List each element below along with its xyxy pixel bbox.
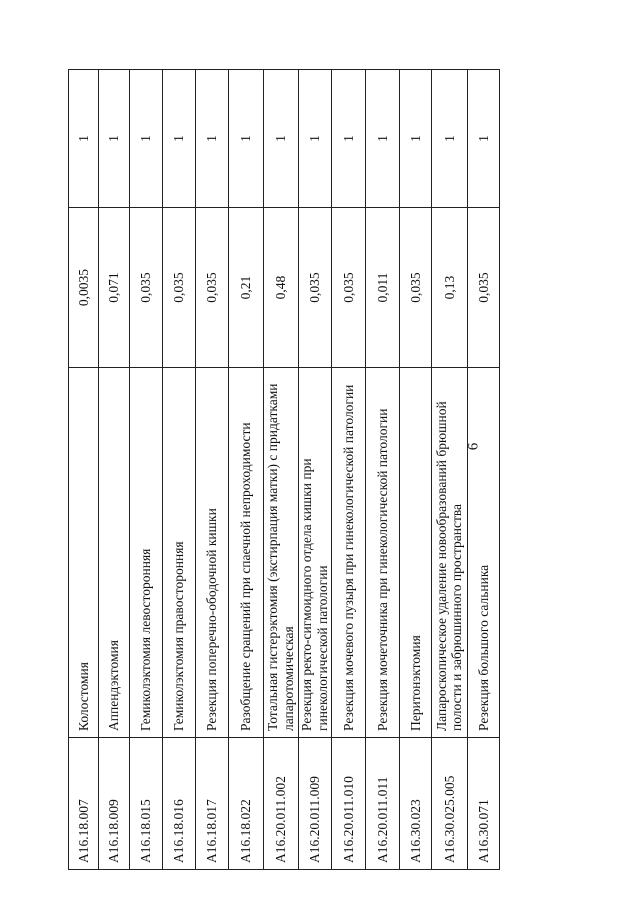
- multiplicity-cell: 1: [163, 70, 196, 208]
- multiplicity-cell: 1: [432, 70, 467, 208]
- service-name-cell: Гемиколэктомия правосторонняя: [163, 368, 196, 738]
- page-number: 6: [465, 442, 482, 451]
- service-name-cell: Лапароскопическое удаление новообразований брюшной полости и забрюшинного пространства: [432, 368, 467, 738]
- table-row: [163, 70, 196, 870]
- service-name-cell: Резекция мочеточника при гинекологической патологии: [366, 368, 399, 738]
- frequency-coefficient-cell: 0,035: [163, 208, 196, 368]
- service-name-cell: Резекция большого сальника: [467, 368, 499, 738]
- service-name-cell: Тотальная гистерэктомия (экстирпация матки) с придатками лапаротомическая: [264, 368, 298, 738]
- services-table: [68, 69, 500, 870]
- multiplicity-cell: 1: [264, 70, 298, 208]
- service-name-cell: Резекция поперечно-ободочной кишки: [196, 368, 228, 738]
- table-row: [366, 70, 399, 870]
- frequency-coefficient-cell: 0,011: [366, 208, 399, 368]
- table-row: [399, 70, 431, 870]
- multiplicity-cell: 1: [467, 70, 499, 208]
- service-name-cell: Разобщение сращений при спаечной непроходимости: [228, 368, 263, 738]
- table-row: [331, 70, 365, 870]
- services-table-wrapper: [68, 70, 500, 870]
- table-row: [298, 70, 331, 870]
- service-name-cell: Перитонэктомия: [399, 368, 431, 738]
- table-row: [228, 70, 263, 870]
- service-code-cell: A16.30.023: [399, 738, 431, 870]
- service-code-cell: A16.18.022: [228, 738, 263, 870]
- service-name-cell: Резекция ректо-сигмоидного отдела кишки при гинекологической патологии: [298, 368, 331, 738]
- service-name-cell: Гемиколэктомия левосторонняя: [129, 368, 162, 738]
- frequency-coefficient-cell: 0,035: [196, 208, 228, 368]
- multiplicity-cell: 1: [129, 70, 162, 208]
- multiplicity-cell: 1: [196, 70, 228, 208]
- multiplicity-cell: 1: [399, 70, 431, 208]
- frequency-coefficient-cell: 0,0035: [69, 208, 99, 368]
- service-name-cell: Аппендэктомия: [99, 368, 129, 738]
- service-code-cell: A16.30.071: [467, 738, 499, 870]
- service-code-cell: A16.18.015: [129, 738, 162, 870]
- multiplicity-cell: 1: [331, 70, 365, 208]
- frequency-coefficient-cell: 0,035: [298, 208, 331, 368]
- table-row: [264, 70, 298, 870]
- service-code-cell: A16.18.017: [196, 738, 228, 870]
- service-code-cell: A16.20.011.009: [298, 738, 331, 870]
- multiplicity-cell: 1: [99, 70, 129, 208]
- frequency-coefficient-cell: 0,13: [432, 208, 467, 368]
- multiplicity-cell: 1: [298, 70, 331, 208]
- frequency-coefficient-cell: 0,071: [99, 208, 129, 368]
- service-code-cell: A16.20.011.011: [366, 738, 399, 870]
- table-row: [196, 70, 228, 870]
- services-table-body: [69, 70, 500, 870]
- frequency-coefficient-cell: 0,035: [399, 208, 431, 368]
- frequency-coefficient-cell: 0,035: [331, 208, 365, 368]
- multiplicity-cell: 1: [228, 70, 263, 208]
- service-code-cell: A16.20.011.010: [331, 738, 365, 870]
- table-row: [129, 70, 162, 870]
- service-name-cell: Колостомия: [69, 368, 99, 738]
- service-code-cell: A16.30.025.005: [432, 738, 467, 870]
- frequency-coefficient-cell: 0,48: [264, 208, 298, 368]
- multiplicity-cell: 1: [366, 70, 399, 208]
- frequency-coefficient-cell: 0,035: [129, 208, 162, 368]
- table-row: [467, 70, 499, 870]
- table-row: [99, 70, 129, 870]
- table-row: [69, 70, 99, 870]
- frequency-coefficient-cell: 0,21: [228, 208, 263, 368]
- multiplicity-cell: 1: [69, 70, 99, 208]
- service-code-cell: A16.18.007: [69, 738, 99, 870]
- table-row: [432, 70, 467, 870]
- service-code-cell: A16.18.009: [99, 738, 129, 870]
- service-code-cell: A16.20.011.002: [264, 738, 298, 870]
- service-name-cell: Резекция мочевого пузыря при гинекологической патологии: [331, 368, 365, 738]
- frequency-coefficient-cell: 0,035: [467, 208, 499, 368]
- service-code-cell: A16.18.016: [163, 738, 196, 870]
